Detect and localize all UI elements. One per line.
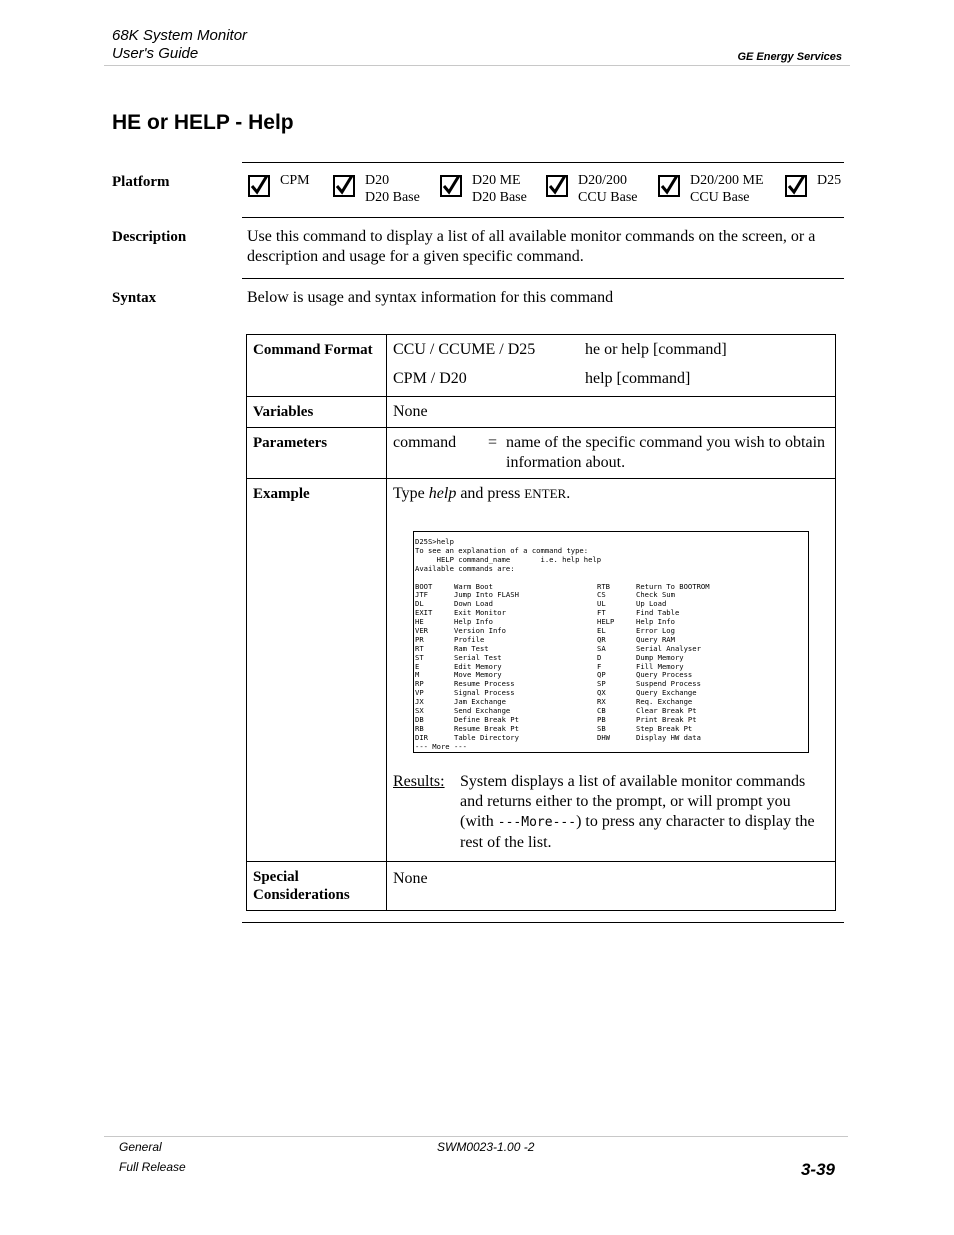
command-code: HELP bbox=[597, 617, 615, 627]
document-title bbox=[112, 27, 247, 63]
example-label: Example bbox=[247, 479, 387, 862]
command-format-label: Command Format bbox=[247, 335, 387, 397]
example-row bbox=[247, 479, 836, 862]
terminal-line: Available commands are: bbox=[415, 563, 515, 573]
platform-line2: CCU Base bbox=[578, 190, 638, 205]
special-label-line1: Special bbox=[253, 869, 299, 885]
terminal-line: To see an explanation of a command type: bbox=[415, 545, 589, 555]
command-format-row bbox=[247, 335, 836, 397]
command-code: CB bbox=[597, 705, 606, 715]
command-description: Send Exchange bbox=[454, 705, 511, 715]
command-code: EXIT bbox=[415, 608, 433, 618]
command-desc-column bbox=[454, 583, 597, 743]
command-format-line bbox=[393, 369, 829, 391]
terminal-command-list bbox=[415, 583, 808, 743]
command-description: Version Info bbox=[454, 625, 506, 635]
terminal-line: HELP command_name i.e. help help bbox=[415, 554, 602, 564]
command-code: QP bbox=[597, 670, 606, 680]
format-platforms: CPM / D20 bbox=[393, 370, 467, 387]
checkbox-checked-icon bbox=[440, 175, 462, 197]
section-title: HE or HELP - Help bbox=[112, 111, 294, 134]
more-prompt-text: ---More--- bbox=[497, 815, 577, 830]
platform-line1: D20 ME bbox=[472, 173, 521, 188]
command-description: Query Process bbox=[636, 670, 693, 680]
command-code: VER bbox=[415, 625, 428, 635]
command-code: RX bbox=[597, 697, 606, 707]
platform-line2: D20 Base bbox=[365, 190, 420, 205]
results-block bbox=[393, 772, 829, 853]
parameters-row bbox=[247, 428, 836, 479]
description-top-divider bbox=[242, 217, 844, 218]
parameters-label: Parameters bbox=[247, 428, 387, 479]
command-code: E bbox=[415, 661, 420, 671]
checkbox-checked-icon bbox=[658, 175, 680, 197]
command-description: Fill Memory bbox=[636, 661, 684, 671]
special-label-line2: Considerations bbox=[253, 887, 350, 903]
terminal-line: D25S>help bbox=[415, 537, 454, 546]
terminal-more-prompt: --- More --- bbox=[415, 741, 467, 751]
command-table bbox=[246, 334, 836, 911]
command-description: Step Break Pt bbox=[636, 723, 693, 733]
command-description: Jam Exchange bbox=[454, 697, 506, 707]
command-description: Suspend Process bbox=[636, 679, 701, 689]
command-code: SB bbox=[597, 723, 606, 733]
command-description: Serial Analyser bbox=[636, 643, 701, 653]
command-description: Table Directory bbox=[454, 732, 519, 742]
command-code: VP bbox=[415, 688, 424, 698]
parameter-equals: = bbox=[488, 434, 498, 451]
variables-value: None bbox=[387, 397, 836, 428]
command-code: SA bbox=[597, 643, 606, 653]
command-description: Clear Break Pt bbox=[636, 705, 697, 715]
command-description: Check Sum bbox=[636, 590, 675, 600]
syntax-top-divider bbox=[242, 278, 844, 279]
variables-row bbox=[247, 397, 836, 428]
command-description: Error Log bbox=[636, 625, 675, 635]
command-code: QR bbox=[597, 634, 606, 644]
checkbox-checked-icon bbox=[248, 175, 270, 197]
command-code: D bbox=[597, 652, 602, 662]
command-description: Print Break Pt bbox=[636, 714, 697, 724]
document-title-line1: 68K System Monitor bbox=[112, 27, 248, 44]
command-code: PB bbox=[597, 714, 606, 724]
results-text-part: System displays a list of available monitor commands and returns either to the prompt, or will prompt you (with bbox=[460, 773, 806, 830]
command-code: DB bbox=[415, 714, 424, 724]
results-text-part: ) to press any character to display the rest of the list. bbox=[460, 813, 815, 851]
platform-top-divider bbox=[242, 162, 844, 163]
command-code: F bbox=[597, 661, 602, 671]
checkbox-checked-icon bbox=[785, 175, 807, 197]
command-code-column bbox=[415, 583, 454, 743]
command-description: Dump Memory bbox=[636, 652, 684, 662]
command-code: RB bbox=[415, 723, 424, 733]
command-description: Down Load bbox=[454, 599, 493, 609]
example-intro bbox=[393, 484, 829, 504]
command-description: Signal Process bbox=[454, 688, 515, 698]
parameter-description: name of the specific command you wish to obtain information about. bbox=[506, 434, 826, 471]
platform-label: Platform bbox=[112, 174, 170, 190]
command-code: SX bbox=[415, 705, 424, 715]
checkbox-checked-icon bbox=[333, 175, 355, 197]
command-code: EL bbox=[597, 625, 606, 635]
platform-item-d25 bbox=[785, 172, 841, 197]
checkbox-checked-icon bbox=[546, 175, 568, 197]
command-description: Edit Memory bbox=[454, 661, 502, 671]
platform-line1: CPM bbox=[280, 173, 310, 188]
command-description: Ram Test bbox=[454, 643, 489, 653]
command-code: BOOT bbox=[415, 581, 433, 591]
command-description: Warm Boot bbox=[454, 581, 493, 591]
company-name: GE Energy Services bbox=[737, 51, 842, 63]
format-syntax: help [command] bbox=[585, 370, 691, 387]
section-bottom-divider bbox=[242, 922, 844, 923]
command-code: DHW bbox=[597, 732, 610, 742]
special-considerations-value: None bbox=[387, 862, 836, 911]
format-platforms: CCU / CCUME / D25 bbox=[393, 341, 536, 358]
command-code: RT bbox=[415, 643, 424, 653]
example-intro-text: . bbox=[566, 485, 571, 502]
command-code: M bbox=[415, 670, 420, 680]
platform-line2: D20 Base bbox=[472, 190, 527, 205]
platform-item-d20-me bbox=[440, 172, 527, 206]
command-description: Req. Exchange bbox=[636, 697, 693, 707]
command-code: JX bbox=[415, 697, 424, 707]
command-format-value bbox=[387, 335, 836, 397]
syntax-label: Syntax bbox=[112, 290, 157, 306]
command-code: CS bbox=[597, 590, 606, 600]
platform-item-cpm bbox=[248, 172, 310, 197]
page-number: 3-39 bbox=[800, 1160, 835, 1179]
description-label: Description bbox=[112, 229, 187, 245]
command-code: JTF bbox=[415, 590, 428, 600]
example-key: ENTER bbox=[524, 486, 567, 501]
syntax-text: Below is usage and syntax information for this command bbox=[247, 289, 614, 306]
command-code: ST bbox=[415, 652, 424, 662]
command-description: Exit Monitor bbox=[454, 608, 506, 618]
example-command: help bbox=[428, 485, 457, 502]
command-description: Find Table bbox=[636, 608, 680, 618]
footer-release: Full Release bbox=[119, 1160, 186, 1174]
variables-label: Variables bbox=[247, 397, 387, 428]
header-divider bbox=[104, 65, 850, 66]
command-description: Define Break Pt bbox=[454, 714, 519, 724]
command-code: SP bbox=[597, 679, 606, 689]
command-description: Return To BOOTROM bbox=[636, 581, 710, 591]
command-description: Display HW data bbox=[636, 732, 701, 742]
command-description: Move Memory bbox=[454, 670, 502, 680]
command-format-line bbox=[393, 340, 829, 369]
example-intro-text: and press bbox=[456, 485, 525, 502]
command-description: Query RAM bbox=[636, 634, 675, 644]
terminal-screenshot bbox=[413, 531, 809, 753]
command-description: Query Exchange bbox=[636, 688, 697, 698]
command-desc-column bbox=[636, 583, 710, 743]
platform-item-d20-200-me bbox=[658, 172, 764, 206]
command-description: Help Info bbox=[636, 617, 675, 627]
special-considerations-row bbox=[247, 862, 836, 911]
command-description: Jump Into FLASH bbox=[454, 590, 519, 600]
command-code: RTB bbox=[597, 581, 610, 591]
command-description: Up Load bbox=[636, 599, 667, 609]
command-code-column bbox=[597, 583, 636, 743]
command-code: HE bbox=[415, 617, 424, 627]
example-intro-text: Type bbox=[393, 485, 429, 502]
command-description: Help Info bbox=[454, 617, 493, 627]
command-description: Resume Process bbox=[454, 679, 515, 689]
platform-line1: D20/200 ME bbox=[690, 173, 764, 188]
parameter-name: command bbox=[393, 434, 457, 451]
parameters-value bbox=[387, 428, 836, 479]
platform-line1: D25 bbox=[817, 173, 842, 188]
footer-category: General bbox=[119, 1140, 162, 1154]
description-text: Use this command to display a list of all available monitor commands on the screen, or a description and usage for a given specific command. bbox=[247, 228, 816, 265]
command-code: DL bbox=[415, 599, 424, 609]
command-code: PR bbox=[415, 634, 424, 644]
platform-item-d20 bbox=[333, 172, 420, 206]
platform-line1: D20/200 bbox=[578, 173, 627, 188]
command-description: Profile bbox=[454, 634, 485, 644]
footer-divider bbox=[104, 1136, 848, 1137]
platform-item-d20-200 bbox=[546, 172, 638, 206]
results-text bbox=[460, 772, 820, 853]
command-code: FT bbox=[597, 608, 606, 618]
command-description: Resume Break Pt bbox=[454, 723, 519, 733]
command-code: DIR bbox=[415, 732, 428, 742]
command-code: UL bbox=[597, 599, 606, 609]
document-title-line2: User's Guide bbox=[112, 45, 199, 62]
platform-line1: D20 bbox=[365, 173, 390, 188]
special-considerations-label bbox=[247, 862, 387, 911]
command-description: Serial Test bbox=[454, 652, 502, 662]
results-label: Results: bbox=[393, 773, 445, 790]
format-syntax: he or help [command] bbox=[585, 341, 727, 358]
command-code: QX bbox=[597, 688, 606, 698]
platform-line2: CCU Base bbox=[690, 190, 750, 205]
command-code: RP bbox=[415, 679, 424, 689]
footer-document-number: SWM0023-1.00 -2 bbox=[437, 1140, 535, 1154]
example-value bbox=[387, 479, 836, 862]
